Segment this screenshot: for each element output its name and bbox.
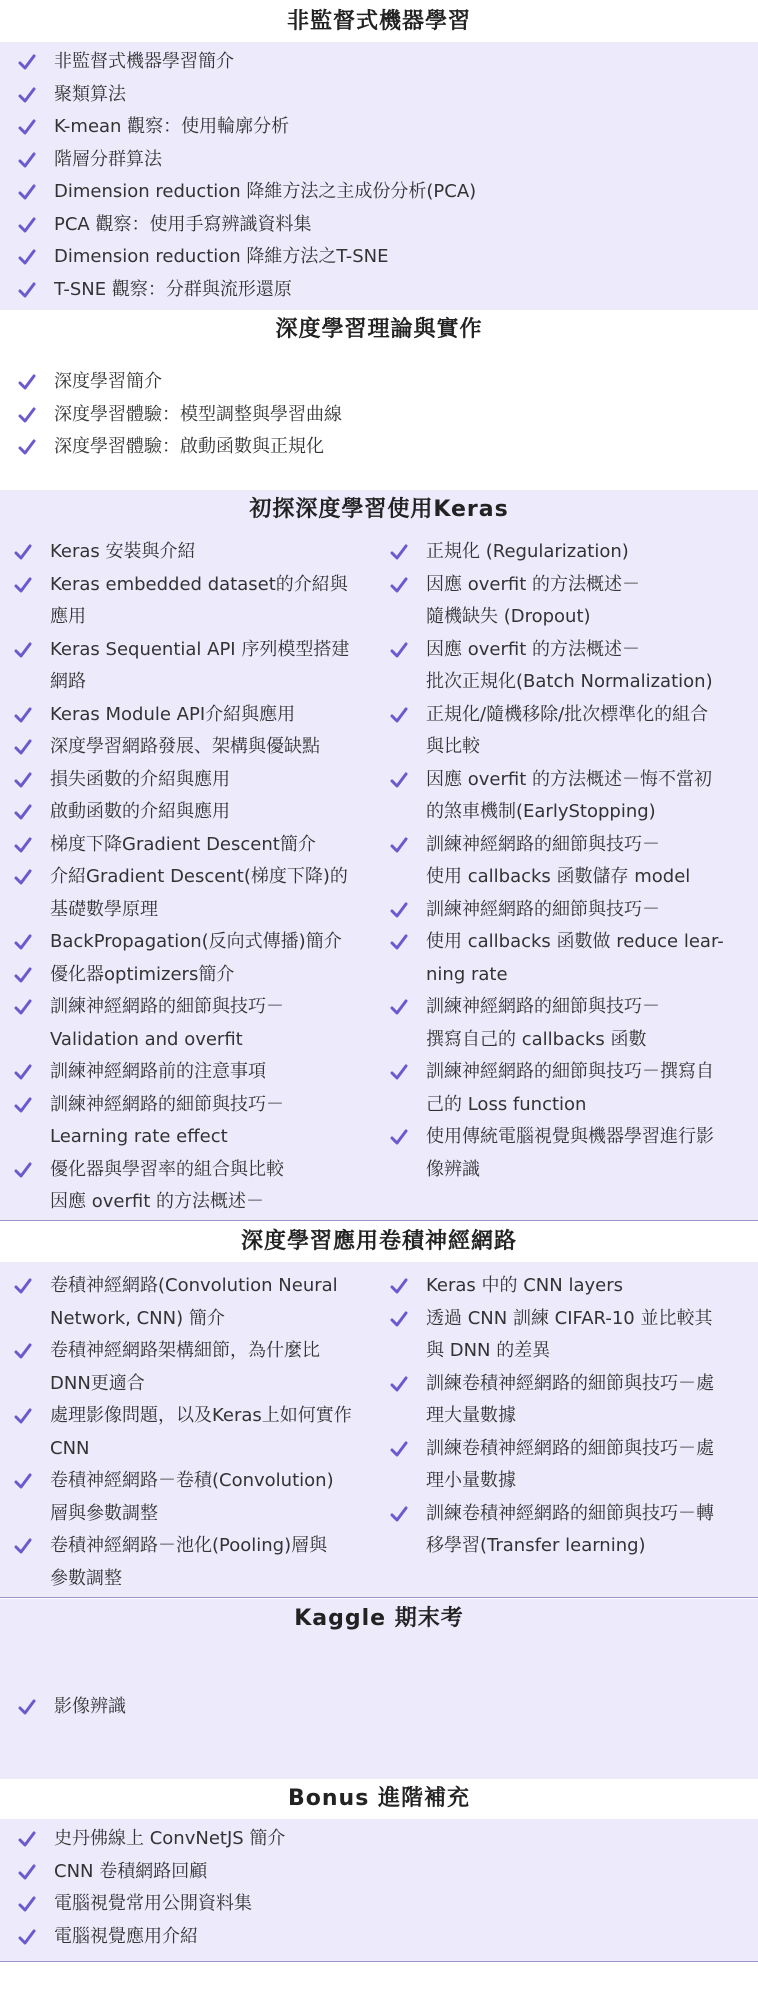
list-item — [390, 1498, 752, 1563]
list-item-label: 訓練神經網路的細節與技巧－ Learning rate effect — [50, 1093, 284, 1147]
section-body — [0, 1819, 758, 1962]
list-item — [14, 861, 379, 926]
list-item-label: 透過 CNN 訓練 CIFAR-10 並比較其 與 DNN 的差異 — [426, 1307, 713, 1361]
list-item-label: 非監督式機器學習簡介 — [54, 51, 234, 72]
checkmark-icon — [390, 1372, 408, 1396]
list-item — [390, 1368, 752, 1433]
checkmark-icon — [14, 865, 32, 889]
list-item-label: 訓練卷積神經網路的細節與技巧－處 理小量數據 — [426, 1437, 714, 1491]
checkmark-icon — [14, 735, 32, 759]
list-item — [390, 536, 752, 569]
list-item — [390, 1433, 752, 1498]
list-item-label: 電腦視覺應用介紹 — [54, 1925, 198, 1947]
checkmark-icon — [18, 1860, 36, 1884]
checkmark-icon — [18, 435, 36, 459]
checkmark-icon — [390, 638, 408, 662]
list-item — [390, 1121, 752, 1186]
checkmark-icon — [14, 963, 32, 987]
list-item-label: 因應 overfit 的方法概述－悔不當初 的煞車機制(EarlyStopping) — [426, 768, 712, 822]
list-item-label: 使用傳統電腦視覺與機器學習進行影 像辨識 — [426, 1126, 714, 1180]
section-body — [0, 42, 758, 311]
list-item-label: CNN 卷積網路回顧 — [54, 1860, 208, 1882]
checkmark-icon — [390, 833, 408, 857]
list-item-label: 因應 overfit 的方法概述－ 批次正規化(Batch Normalization) — [426, 638, 713, 692]
list-item — [18, 111, 738, 144]
section-title: 深度學習應用卷積神經網路 — [0, 1222, 758, 1263]
checkmark-icon — [18, 1827, 36, 1851]
checkmark-icon — [390, 1437, 408, 1461]
list-item — [14, 829, 379, 862]
checkmark-icon — [14, 638, 32, 662]
list-item-label: 深度學習網路發展、架構與優缺點 — [50, 736, 320, 757]
list-item — [14, 1465, 379, 1530]
topic-list — [18, 366, 738, 464]
list-item-label: Keras Module API介紹與應用 — [50, 703, 296, 725]
section-body — [0, 530, 758, 1221]
checkmark-icon — [14, 1339, 32, 1363]
list-item-label: 因應 overfit 的方法概述－ 隨機缺失 (Dropout) — [426, 573, 640, 627]
list-item-label: 介紹Gradient Descent(梯度下降)的 基礎數學原理 — [50, 866, 348, 920]
checkmark-icon — [390, 898, 408, 922]
list-item — [14, 959, 379, 992]
checkmark-icon — [14, 1274, 32, 1298]
checkmark-icon — [18, 180, 36, 204]
checkmark-icon — [14, 833, 32, 857]
checkmark-icon — [390, 1307, 408, 1331]
list-item-label: 訓練神經網路前的注意事項 — [50, 1061, 266, 1082]
list-item — [14, 1530, 379, 1595]
checkmark-icon — [18, 50, 36, 74]
checkmark-icon — [18, 370, 36, 394]
list-item-label: 深度學習簡介 — [54, 371, 162, 392]
list-item — [14, 569, 379, 634]
checkmark-icon — [14, 1404, 32, 1428]
section-body — [0, 350, 758, 491]
list-item-label: 訓練神經網路的細節與技巧－ 撰寫自己的 callbacks 函數 — [426, 996, 660, 1050]
section-body — [0, 1262, 758, 1598]
checkmark-icon — [18, 148, 36, 172]
list-item — [390, 634, 752, 699]
list-item — [14, 1154, 379, 1219]
topic-list — [18, 46, 738, 306]
checkmark-icon — [390, 1502, 408, 1526]
list-item — [18, 1823, 738, 1856]
list-item — [390, 991, 752, 1056]
topic-list-left — [14, 1270, 379, 1595]
list-item-label: 優化器與學習率的組合與比較 因應 overfit 的方法概述－ — [50, 1158, 284, 1212]
section-title: Bonus 進階補充 — [0, 1779, 758, 1820]
section-title: Kaggle 期末考 — [0, 1599, 758, 1640]
list-item — [14, 991, 379, 1056]
list-item-label: PCA 觀察：使用手寫辨識資料集 — [54, 213, 312, 235]
list-item — [14, 536, 379, 569]
list-item-label: BackPropagation(反向式傳播)簡介 — [50, 931, 342, 952]
topic-list-right — [390, 536, 752, 1186]
checkmark-icon — [390, 768, 408, 792]
checkmark-icon — [14, 540, 32, 564]
list-item-label: 正規化 (Regularization) — [426, 541, 629, 562]
list-item — [390, 1303, 752, 1368]
checkmark-icon — [390, 995, 408, 1019]
list-item — [18, 209, 738, 242]
list-item-label: 訓練卷積神經網路的細節與技巧－轉 移學習(Transfer learning) — [426, 1502, 714, 1556]
checkmark-icon — [18, 245, 36, 269]
checkmark-icon — [18, 115, 36, 139]
list-item-label: 電腦視覺常用公開資料集 — [54, 1893, 252, 1914]
list-item-label: Dimension reduction 降維方法之T-SNE — [54, 246, 389, 267]
checkmark-icon — [14, 1469, 32, 1493]
list-item — [14, 731, 379, 764]
list-item — [14, 926, 379, 959]
list-item-label: 訓練神經網路的細節與技巧－ Validation and overfit — [50, 996, 284, 1050]
list-item-label: 卷積神經網路－池化(Pooling)層與 參數調整 — [50, 1535, 328, 1589]
list-item-label: 使用 callbacks 函數做 reduce lear- ning rate — [426, 931, 724, 985]
list-item — [18, 1888, 738, 1921]
list-item-label: Keras 中的 CNN layers — [426, 1275, 623, 1296]
list-item-label: 優化器optimizers簡介 — [50, 963, 235, 985]
list-item — [18, 144, 738, 177]
list-item-label: 卷積神經網路－卷積(Convolution) 層與參數調整 — [50, 1470, 334, 1524]
list-item-label: Dimension reduction 降維方法之主成份分析(PCA) — [54, 181, 477, 202]
checkmark-icon — [18, 1695, 36, 1719]
checkmark-icon — [14, 800, 32, 824]
list-item-label: K-mean 觀察：使用輪廓分析 — [54, 116, 290, 137]
topic-list — [18, 1691, 738, 1724]
list-item-label: 訓練神經網路的細節與技巧－撰寫自 己的 Loss function — [426, 1061, 714, 1115]
list-item-label: 損失函數的介紹與應用 — [50, 768, 230, 790]
list-item — [18, 1691, 738, 1724]
list-item — [18, 431, 738, 464]
list-item — [18, 1856, 738, 1889]
list-item-label: 卷積神經網路架構細節，為什麼比 DNN更適合 — [50, 1340, 320, 1394]
list-item-label: Keras 安裝與介紹 — [50, 541, 196, 562]
list-item-label: 啟動函數的介紹與應用 — [50, 801, 230, 822]
section-title: 初探深度學習使用Keras — [0, 490, 758, 531]
checkmark-icon — [14, 1534, 32, 1558]
list-item — [18, 366, 738, 399]
list-item — [14, 1400, 379, 1465]
list-item-label: 訓練卷積神經網路的細節與技巧－處 理大量數據 — [426, 1372, 714, 1426]
section-title: 非監督式機器學習 — [0, 2, 758, 43]
list-item — [390, 1056, 752, 1121]
checkmark-icon — [14, 703, 32, 727]
list-item — [18, 399, 738, 432]
checkmark-icon — [14, 1093, 32, 1117]
checkmark-icon — [390, 930, 408, 954]
list-item — [18, 274, 738, 307]
list-item — [390, 1270, 752, 1303]
checkmark-icon — [14, 573, 32, 597]
checkmark-icon — [390, 540, 408, 564]
list-item — [14, 1089, 379, 1154]
list-item — [14, 1056, 379, 1089]
list-item — [390, 764, 752, 829]
checkmark-icon — [18, 1925, 36, 1949]
list-item-label: 處理影像問題，以及Keras上如何實作 CNN — [50, 1405, 352, 1459]
topic-list-right — [390, 1270, 752, 1563]
list-item-label: 階層分群算法 — [54, 148, 162, 170]
checkmark-icon — [18, 1892, 36, 1916]
checkmark-icon — [14, 1158, 32, 1182]
section-title: 深度學習理論與實作 — [0, 310, 758, 351]
checkmark-icon — [18, 213, 36, 237]
list-item-label: 卷積神經網路(Convolution Neural Network, CNN) 簡介 — [50, 1275, 338, 1329]
checkmark-icon — [18, 83, 36, 107]
list-item — [390, 829, 752, 894]
list-item — [18, 176, 738, 209]
list-item — [14, 1270, 379, 1335]
list-item-label: 深度學習體驗：模型調整與學習曲線 — [54, 403, 342, 425]
list-item — [14, 796, 379, 829]
list-item — [14, 699, 379, 732]
checkmark-icon — [390, 573, 408, 597]
list-item-label: 梯度下降Gradient Descent簡介 — [50, 833, 316, 855]
checkmark-icon — [390, 1060, 408, 1084]
list-item-label: 訓練神經網路的細節與技巧－ 使用 callbacks 函數儲存 model — [426, 833, 691, 887]
list-item-label: 深度學習體驗：啟動函數與正規化 — [54, 436, 324, 457]
checkmark-icon — [14, 995, 32, 1019]
checkmark-icon — [390, 703, 408, 727]
checkmark-icon — [390, 1274, 408, 1298]
list-item — [14, 634, 379, 699]
topic-list-left — [14, 536, 379, 1219]
list-item — [390, 894, 752, 927]
list-item — [14, 764, 379, 797]
list-item — [18, 46, 738, 79]
list-item-label: Keras embedded dataset的介紹與 應用 — [50, 573, 348, 627]
list-item-label: 訓練神經網路的細節與技巧－ — [426, 898, 660, 920]
list-item — [14, 1335, 379, 1400]
list-item-label: Keras Sequential API 序列模型搭建 網路 — [50, 638, 350, 692]
list-item — [390, 569, 752, 634]
checkmark-icon — [390, 1125, 408, 1149]
section-body — [0, 1639, 758, 1780]
list-item-label: 聚類算法 — [54, 83, 126, 105]
list-item-label: 史丹佛線上 ConvNetJS 簡介 — [54, 1828, 286, 1849]
list-item — [18, 79, 738, 112]
checkmark-icon — [18, 278, 36, 302]
list-item-label: T-SNE 觀察：分群與流形還原 — [54, 278, 292, 300]
list-item-label: 影像辨識 — [54, 1696, 126, 1717]
list-item — [390, 699, 752, 764]
checkmark-icon — [14, 1060, 32, 1084]
checkmark-icon — [14, 768, 32, 792]
list-item — [18, 241, 738, 274]
list-item — [390, 926, 752, 991]
checkmark-icon — [18, 403, 36, 427]
topic-list — [18, 1823, 738, 1953]
list-item — [18, 1921, 738, 1954]
checkmark-icon — [14, 930, 32, 954]
list-item-label: 正規化/隨機移除/批次標準化的組合 與比較 — [426, 703, 709, 757]
